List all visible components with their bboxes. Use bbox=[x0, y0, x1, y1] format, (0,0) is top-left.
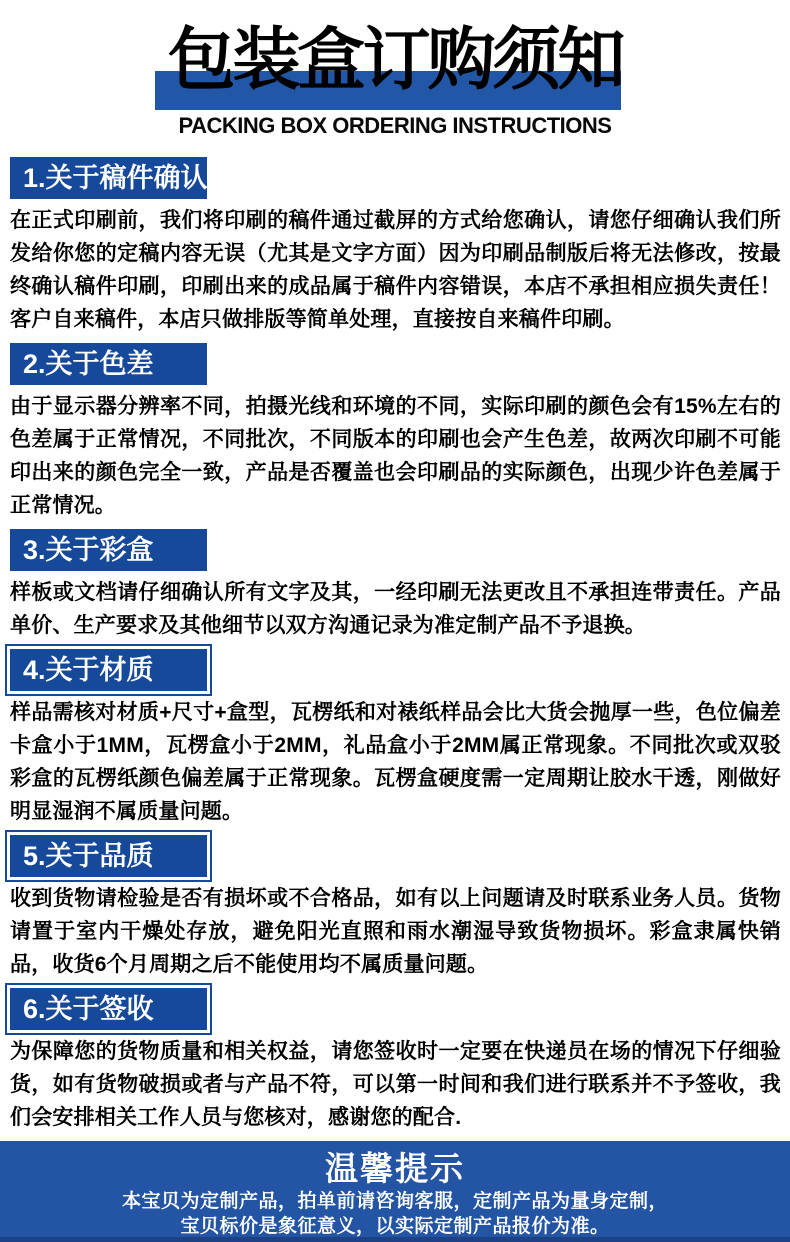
section-material bbox=[0, 649, 790, 828]
section-3-header: 3.关于彩盒 bbox=[10, 529, 207, 571]
section-6-body: 为保障您的货物质量和相关权益，请您签收时一定要在快递员在场的情况下仔细验货，如有货物破损或者与产品不符，可以第一时间和我们进行联系并不予签收，我们会安排相关工作人员与您核对，感谢您的配合. bbox=[10, 1040, 781, 1129]
footer-line-1: 本宝贝为定制产品，拍单前请咨询客服，定制产品为量身定制， bbox=[121, 1191, 668, 1212]
section-4-body: 样品需核对材质+尺寸+盒型，瓦楞纸和对裱纸样品会比大货会抛厚一些，色位偏差卡盒小于1MM，瓦楞盒小于2MM，礼品盒小于2MM属正常现象。不同批次或双驳彩盒的瓦楞纸颜色偏差属于正常现象。瓦楞盒硬度需一定周期让胶水干透，刚做好明显湿润不属质量问题。 bbox=[10, 701, 781, 823]
section-color-box bbox=[0, 529, 790, 642]
section-color-difference bbox=[0, 343, 790, 522]
sections bbox=[0, 152, 790, 1141]
footer-title: 温馨提示 bbox=[325, 1150, 465, 1187]
header bbox=[0, 0, 790, 152]
section-manuscript-confirmation bbox=[0, 157, 790, 336]
footer-warm-tips bbox=[0, 1141, 790, 1242]
section-5-header: 5.关于品质 bbox=[10, 835, 207, 877]
section-1-header: 1.关于稿件确认 bbox=[10, 157, 207, 199]
section-2-body: 由于显示器分辨率不同，拍摄光线和环境的不同，实际印刷的颜色会有15%左右的色差属于正常情况，不同批次，不同版本的印刷也会产生色差，故两次印刷不可能印出来的颜色完全一致，产品是否覆盖也会印刷品的实际颜色，出现少许色差属于正常情况。 bbox=[10, 395, 781, 517]
footer-bottom-strip bbox=[0, 1237, 790, 1242]
section-quality bbox=[0, 835, 790, 981]
section-4-header: 4.关于材质 bbox=[10, 649, 207, 691]
section-1-body: 在正式印刷前，我们将印刷的稿件通过截屏的方式给您确认，请您仔细确认我们所发给你您的定稿内容无误（尤其是文字方面）因为印刷品制版后将无法修改，按最终确认稿件印刷，印刷出来的成品属于稿件内容错误，本店不承担相应损失责任！客户自来稿件，本店只做排版等简单处理，直接按自来稿件印刷。 bbox=[10, 209, 781, 331]
section-5-body: 收到货物请检验是否有损坏或不合格品，如有以上问题请及时联系业务人员。货物请置于室内干燥处存放，避免阳光直照和雨水潮湿导致货物损坏。彩盒隶属快销品，收货6个月周期之后不能使用均不属质量问题。 bbox=[10, 887, 781, 976]
footer-line-2: 宝贝标价是象征意义，以实际定制产品报价为准。 bbox=[180, 1216, 610, 1237]
page-title: 包装盒订购须知 bbox=[167, 22, 623, 98]
page-subtitle: PACKING BOX ORDERING INSTRUCTIONS bbox=[178, 113, 612, 138]
section-6-header: 6.关于签收 bbox=[10, 988, 207, 1030]
section-2-header: 2.关于色差 bbox=[10, 343, 207, 385]
section-sign-receipt bbox=[0, 988, 790, 1134]
section-3-body: 样板或文档请仔细确认所有文字及其，一经印刷无法更改且不承担连带责任。产品单价、生产要求及其他细节以双方沟通记录为准定制产品不予退换。 bbox=[10, 581, 781, 637]
